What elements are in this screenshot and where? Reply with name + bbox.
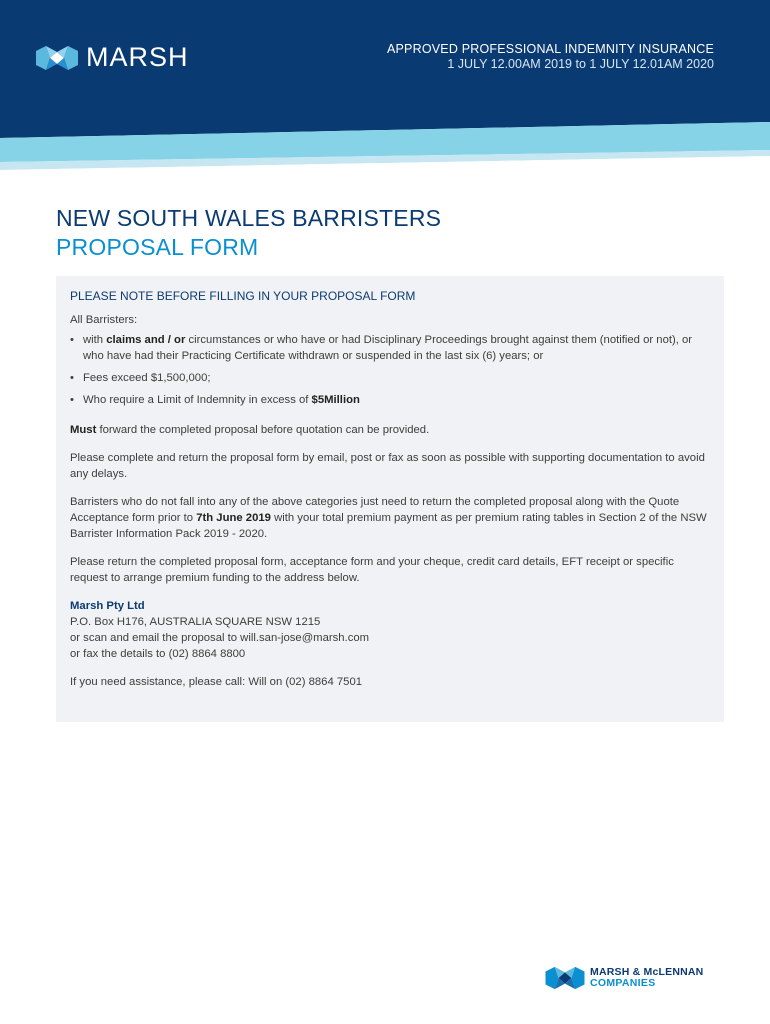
criteria-list bbox=[70, 332, 710, 408]
mmc-logo-icon bbox=[544, 965, 586, 991]
barristers-instructions bbox=[70, 494, 710, 542]
list-item-text: Fees exceed $1,500,000; bbox=[83, 372, 211, 384]
must-forward-text bbox=[70, 422, 710, 438]
list-item-bold: claims and / or bbox=[106, 334, 186, 346]
fax-instructions: or fax the details to (02) 8864 8800 bbox=[70, 648, 246, 660]
insurance-period: 1 JULY 12.00AM 2019 to 1 JULY 12.01AM 2020 bbox=[447, 57, 714, 71]
notice-panel bbox=[56, 276, 724, 722]
company-name: Marsh Pty Ltd bbox=[70, 600, 145, 612]
deadline-date: 7th June 2019 bbox=[196, 512, 271, 524]
header-banner bbox=[0, 0, 770, 175]
list-item bbox=[70, 332, 710, 364]
address-block bbox=[70, 598, 710, 662]
title-line-2: PROPOSAL FORM bbox=[56, 234, 259, 260]
assistance-text: If you need assistance, please call: Will on (02) 8864 7501 bbox=[70, 676, 363, 688]
complete-instructions: Please complete and return the proposal form by email, post or fax as soon as possible with supporting documentation to avoid any delays. bbox=[70, 452, 705, 480]
header-background bbox=[0, 0, 770, 175]
bullet-icon: • bbox=[70, 394, 74, 406]
list-item bbox=[70, 370, 710, 386]
mmc-logo bbox=[544, 965, 703, 991]
title-line-1: NEW SOUTH WALES BARRISTERS bbox=[56, 205, 442, 231]
page-title bbox=[56, 205, 441, 261]
list-item-text: with bbox=[83, 334, 107, 346]
mmc-line-2: COMPANIES bbox=[590, 977, 656, 989]
bullet-icon: • bbox=[70, 372, 74, 384]
mmc-line-1: MARSH & McLENNAN bbox=[590, 966, 704, 978]
notice-heading: PLEASE NOTE BEFORE FILLING IN YOUR PROPOSAL FORM bbox=[70, 289, 416, 303]
marsh-logo bbox=[36, 42, 189, 73]
return-instructions: Please return the completed proposal form, acceptance form and your cheque, credit card details, EFT receipt or specific request to arrange premium funding to the address below. bbox=[70, 556, 674, 584]
list-item bbox=[70, 392, 710, 408]
insurance-period-block bbox=[387, 42, 714, 71]
must-rest: forward the completed proposal before quotation can be provided. bbox=[96, 424, 430, 436]
list-item-bold: $5Million bbox=[311, 394, 360, 406]
barristers-text-post: with your total premium payment as per premium rating tables in Section 2 of the NSW Barrister Information Pack 2019 - 2020. bbox=[70, 512, 707, 540]
marsh-logo-icon bbox=[36, 44, 78, 72]
insurance-title: APPROVED PROFESSIONAL INDEMNITY INSURANCE bbox=[386, 42, 714, 56]
intro-text: All Barristers: bbox=[70, 314, 138, 326]
list-item-text: Who require a Limit of Indemnity in excess of bbox=[83, 394, 312, 406]
barristers-text-pre: Barristers who do not fall into any of the above categories just need to return the completed proposal along with the Quote Acceptance form prior to bbox=[70, 496, 680, 524]
list-item-text: circumstances or who have or had Disciplinary Proceedings brought against them (notified or not), or who have had their Practicing Certificate withdrawn or suspended in the last six (6) years; or bbox=[83, 334, 693, 362]
email-instructions: or scan and email the proposal to will.san-jose@marsh.com bbox=[70, 632, 370, 644]
brand-name: MARSH bbox=[86, 42, 189, 72]
bullet-icon: • bbox=[70, 334, 74, 346]
must-bold: Must bbox=[70, 424, 97, 436]
postal-address: P.O. Box H176, AUSTRALIA SQUARE NSW 1215 bbox=[70, 616, 321, 628]
